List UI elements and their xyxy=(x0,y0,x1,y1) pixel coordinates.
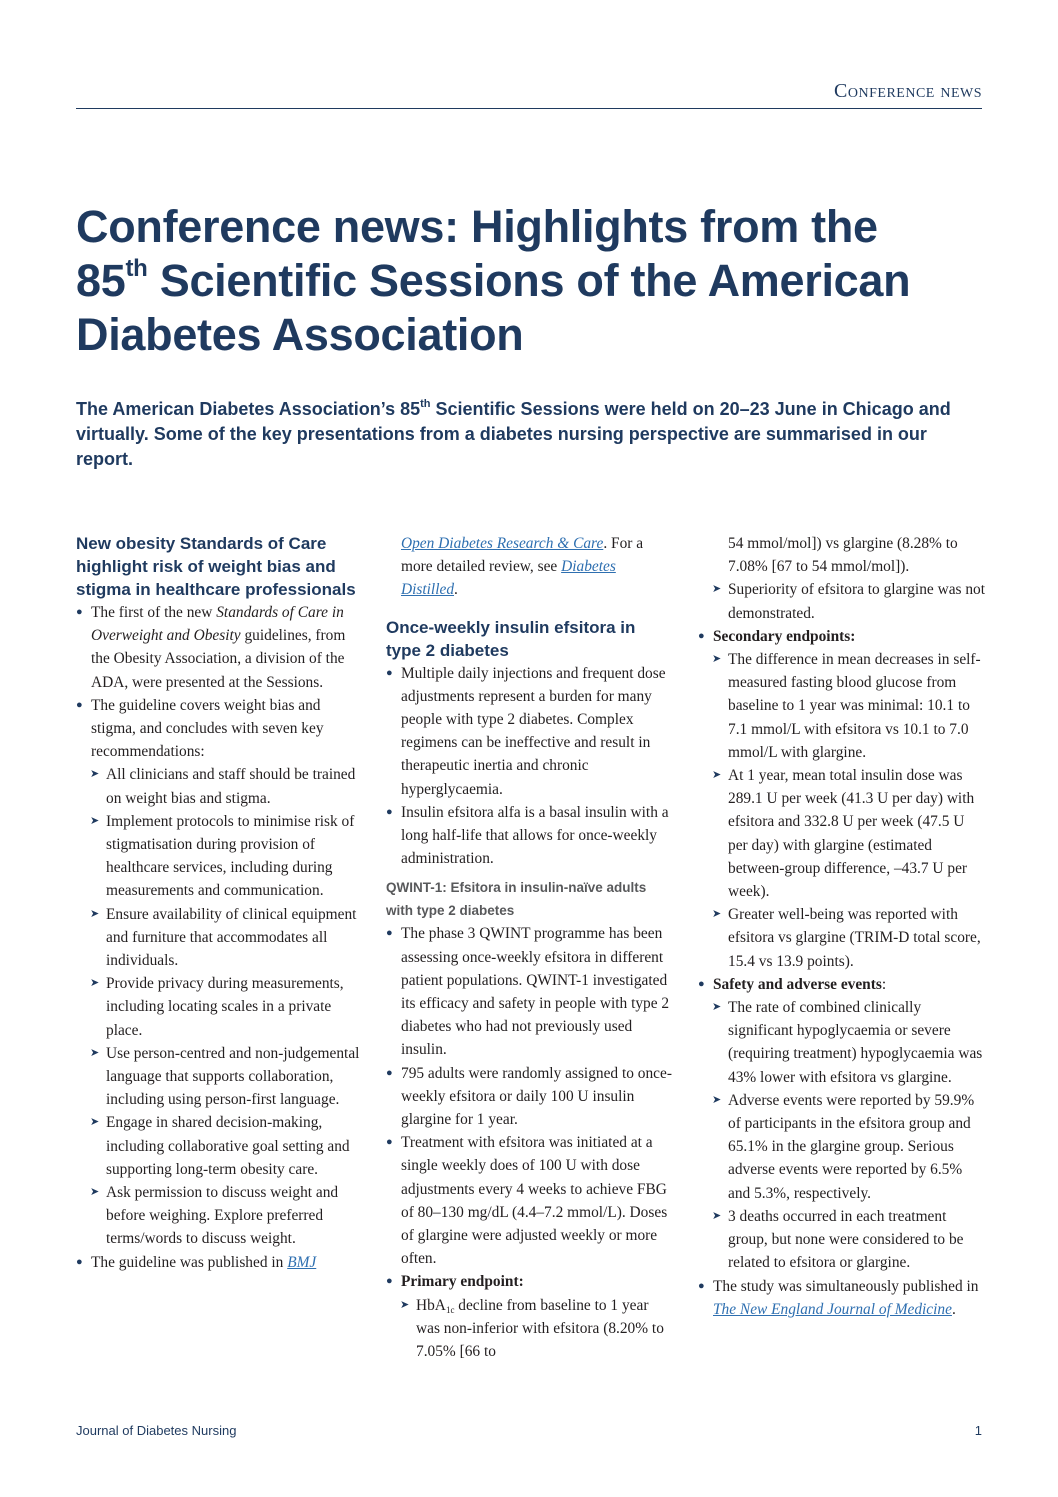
bullet-item-secondary-endpoints: ● Secondary endpoints: xyxy=(698,625,986,648)
endpoint-text: decline from baseline to 1 year was non-inferior with efsitora (8.20% to 7.05% [66 to xyxy=(416,1296,664,1361)
endpoint-item: ➤ At 1 year, mean total insulin dose was 289.1 U per week (41.3 U per day) with efsitora and 332.8 U per week (47.5 U per day) with glargine (estimated between-group difference, –43.7 U per week). xyxy=(698,764,986,903)
bullet-item xyxy=(698,1275,986,1321)
bullet-text: The study was simultaneously published in xyxy=(713,1277,979,1295)
bullet-text-end: . xyxy=(951,1300,956,1318)
column-1 xyxy=(76,532,364,1274)
hba1c-subscript: 1c xyxy=(445,1304,455,1315)
continued-text-span: . For a more detailed review, see xyxy=(401,535,644,576)
title-number: 85 xyxy=(76,255,126,306)
recommendation-item: ➤ Ensure availability of clinical equipment and furniture that accommodates all individuals. xyxy=(76,903,364,973)
lead-part-2: Scientific Sessions were held on 20–23 June in Chicago and virtually. Some of the key presentations from a diabetes nursing perspective are summarised in our report. xyxy=(76,399,951,469)
recommendation-item: ➤ Ask permission to discuss weight and before weighing. Explore preferred terms/words to discuss weight. xyxy=(76,1181,364,1251)
section-tag: Conference news xyxy=(834,80,982,102)
recommendation-item: ➤ Provide privacy during measurements, including locating scales in a private place. xyxy=(76,972,364,1042)
bullet-item-primary-endpoint: ● Primary endpoint: xyxy=(386,1270,674,1293)
endpoint-item xyxy=(386,1294,674,1364)
nejm-link[interactable]: The New England Journal of Medicine xyxy=(713,1300,952,1318)
diabetes-distilled-link[interactable]: Diabetes Distilled xyxy=(401,558,616,599)
endpoint-item: ➤ Greater well-being was reported with efsitora vs glargine (TRIM-D total score, 15.4 vs 13.9 points). xyxy=(698,903,986,973)
endpoint-item: ➤ The rate of combined clinically significant hypoglycaemia or severe (requiring treatment) hypoglycaemia was 43% lower with efsitora vs glargine. xyxy=(698,996,986,1089)
safety-colon: : xyxy=(881,975,887,993)
subheading-qwint1: QWINT-1: Efsitora in insulin-naïve adults with type 2 diabetes xyxy=(386,880,647,919)
title-line-3: Diabetes Association xyxy=(76,309,524,360)
article-title xyxy=(76,200,982,362)
bullet-text: The first of the new xyxy=(91,604,217,621)
bullet-item: ● 795 adults were randomly assigned to once-weekly efsitora or daily 100 U insulin glargine for 1 year. xyxy=(386,1062,674,1132)
footer-journal-name: Journal of Diabetes Nursing xyxy=(76,1423,237,1438)
title-ordinal: th xyxy=(125,255,148,282)
endpoint-item: ➤ Superiority of efsitora to glargine was not demonstrated. xyxy=(698,578,986,624)
lead-part-1: The American Diabetes Association’s 85 xyxy=(76,399,421,419)
hba1c-label: HbA xyxy=(416,1296,446,1314)
endpoint-item: ➤ 3 deaths occurred in each treatment group, but none were considered to be related to efsitora or glargine. xyxy=(698,1205,986,1275)
bullet-item xyxy=(76,601,364,694)
bullet-text: The guideline was published in xyxy=(91,1253,288,1271)
recommendation-item: ➤ Engage in shared decision-making, including collaborative goal setting and supporting long-term obesity care. xyxy=(76,1111,364,1181)
bullet-item: ● The phase 3 QWINT programme has been assessing once-weekly efsitora in different patient populations. QWINT-1 investigated its efficacy and safety in people with type 2 diabetes who had not previously used insulin. xyxy=(386,922,674,1061)
safety-label: Safety and adverse events xyxy=(713,975,882,993)
section-heading-obesity: New obesity Standards of Care highlight risk of weight bias and stigma in healthcare professionals xyxy=(76,534,356,599)
bullet-item: ● Multiple daily injections and frequent dose adjustments represent a burden for many people with type 2 diabetes. Complex regimens can be ineffective and result in therapeutic inertia and chronic hyperglycaemia. xyxy=(386,662,674,801)
bullet-item xyxy=(76,1251,364,1274)
guideline-title: Standards of Care in Overweight and Obesity xyxy=(91,604,344,645)
recommendation-item: ➤ All clinicians and staff should be trained on weight bias and stigma. xyxy=(76,763,364,809)
bullet-item: ● Treatment with efsitora was initiated at a single weekly does of 100 U with dose adjustments every 4 weeks to achieve FBG of 80–130 mg/dL (4.4–7.2 mmol/L). Doses of glargine were adjusted weekly or more often. xyxy=(386,1131,674,1270)
lead-ordinal: th xyxy=(420,398,431,410)
bullet-item-safety xyxy=(698,973,986,996)
bmj-link[interactable]: BMJ xyxy=(287,1253,317,1271)
title-line-2: Scientific Sessions of the American xyxy=(147,255,911,306)
header-rule xyxy=(76,108,982,109)
recommendation-item: ➤ Implement protocols to minimise risk of stigmatisation during provision of healthcare services, including during measurements and communication. xyxy=(76,810,364,903)
bullet-text: guidelines, from the Obesity Association, a division of the ADA, were presented at the Sessions. xyxy=(91,627,346,691)
bmj-open-link[interactable]: Open Diabetes Research & Care xyxy=(401,535,604,552)
continued-text: 54 mmol/mol]) vs glargine (8.28% to 7.08% [67 to 54 mmol/mol]). xyxy=(728,535,958,576)
bullet-item: ● Insulin efsitora alfa is a basal insulin with a long half-life that allows for once-weekly administration. xyxy=(386,801,674,871)
continued-text-end: . xyxy=(454,581,458,599)
footer-page-number: 1 xyxy=(974,1423,982,1438)
title-line-1: Conference news: Highlights from the xyxy=(76,201,878,252)
section-heading-efsitora: Once-weekly insulin efsitora in type 2 diabetes xyxy=(386,617,636,660)
endpoint-item: ➤ The difference in mean decreases in self-measured fasting blood glucose from baseline to 1 year was minimal: 10.1 to 7.1 mmol/L with efsitora vs 10.1 to 7.0 mmol/L with glargine. xyxy=(698,648,986,764)
continued-text xyxy=(386,532,674,602)
lead-paragraph xyxy=(76,397,988,472)
endpoint-item: ➤ Adverse events were reported by 59.9% of participants in the efsitora group and 65.1% in the glargine group. Serious adverse events were reported by 6.5% and 5.3%, respectively. xyxy=(698,1089,986,1205)
column-3 xyxy=(698,532,986,1321)
recommendation-item: ➤ Use person-centred and non-judgemental language that supports collaboration, including using person-first language. xyxy=(76,1042,364,1112)
bullet-item: ● The guideline covers weight bias and stigma, and concludes with seven key recommendations: xyxy=(76,694,364,764)
column-2 xyxy=(386,532,674,1363)
